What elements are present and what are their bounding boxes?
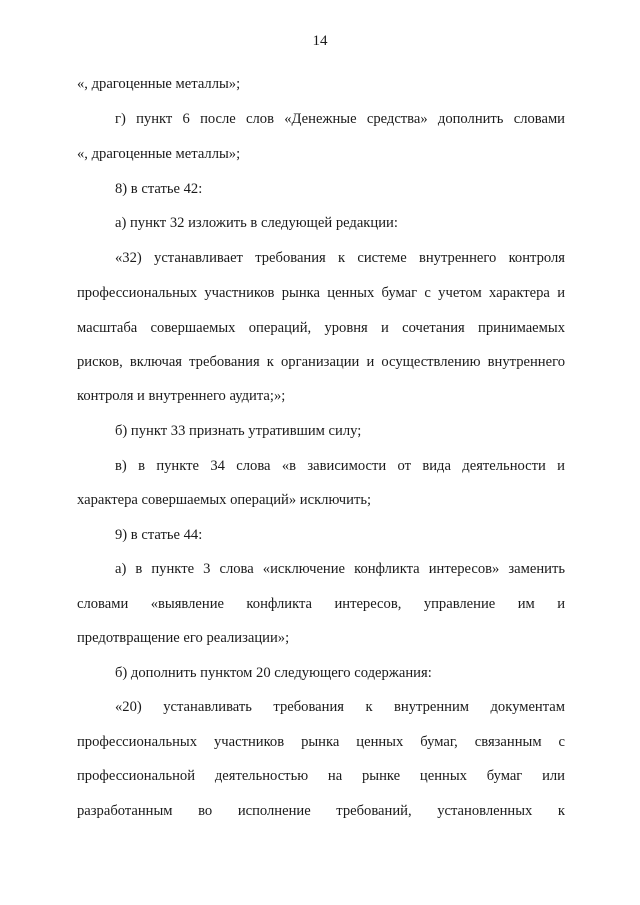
text-line: разработанным во исполнение требований, установленных к (77, 803, 565, 819)
page-number: 14 (312, 33, 328, 49)
text-line: контроля и внутреннего аудита;»; (77, 388, 286, 404)
text-line: «20) устанавливать требования к внутренним документам (115, 699, 565, 715)
text-line: а) пункт 32 изложить в следующей редакции: (115, 215, 398, 231)
text-line: «, драгоценные металлы»; (77, 76, 241, 92)
text-line: «32) устанавливает требования к системе внутреннего контроля (115, 250, 565, 266)
text-line: профессиональной деятельностью на рынке ценных бумаг или (77, 768, 565, 784)
text-line: характера совершаемых операций» исключить; (77, 492, 372, 508)
text-line: 9) в статье 44: (115, 527, 203, 543)
text-line: б) пункт 33 признать утратившим силу; (115, 423, 362, 439)
text-line: масштаба совершаемых операций, уровня и сочетания принимаемых (77, 320, 565, 336)
text-line: предотвращение его реализации»; (77, 630, 290, 646)
text-line: 8) в статье 42: (115, 181, 203, 197)
text-line: рисков, включая требования к организации и осуществлению внутреннего (77, 354, 565, 370)
text-line: словами «выявление конфликта интересов, управление им и (77, 596, 565, 612)
text-line: г) пункт 6 после слов «Денежные средства» дополнить словами (115, 111, 565, 127)
text-line: в) в пункте 34 слова «в зависимости от вида деятельности и (115, 458, 565, 474)
text-line: «, драгоценные металлы»; (77, 146, 241, 162)
text-line: профессиональных участников рынка ценных бумаг, связанным с (77, 734, 565, 750)
text-line: б) дополнить пунктом 20 следующего содержания: (115, 665, 432, 681)
text-line: а) в пункте 3 слова «исключение конфликта интересов» заменить (115, 561, 565, 577)
text-line: профессиональных участников рынка ценных бумаг с учетом характера и (77, 285, 565, 301)
